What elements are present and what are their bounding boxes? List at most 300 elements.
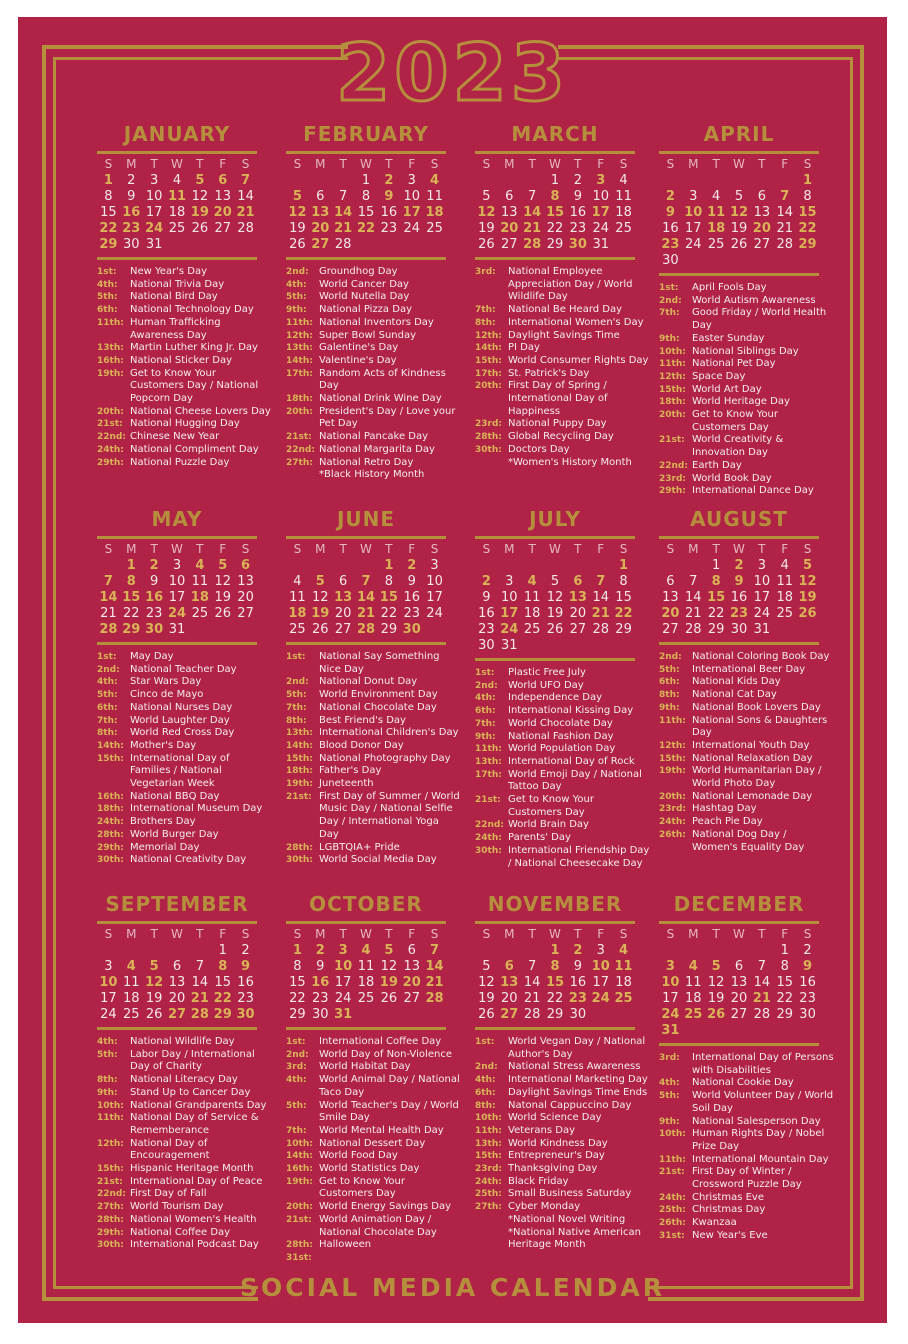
day-number: 26 bbox=[289, 237, 306, 252]
day-number: 2 bbox=[384, 173, 394, 188]
day-number: 9 bbox=[482, 590, 491, 605]
day-number: 15 bbox=[122, 590, 141, 605]
weekday-label: T bbox=[758, 157, 766, 171]
event-item bbox=[286, 406, 461, 431]
empty-cell bbox=[120, 943, 143, 959]
event-text: National Dessert Day bbox=[319, 1137, 426, 1149]
event-text: National Bird Day bbox=[130, 291, 218, 303]
day-number: 21 bbox=[591, 606, 610, 621]
month-name: AUGUST bbox=[690, 507, 788, 531]
day-number: 26 bbox=[478, 1007, 495, 1022]
event-text: Thanksgiving Day bbox=[508, 1163, 598, 1175]
day-number: 26 bbox=[478, 237, 495, 252]
day-number: 3 bbox=[407, 173, 416, 188]
empty-cell bbox=[566, 558, 589, 574]
month-divider bbox=[286, 257, 446, 260]
day-number: 25 bbox=[707, 237, 725, 252]
event-text: Earth Day bbox=[692, 459, 742, 471]
event-text: International Children's Day bbox=[319, 727, 459, 739]
month-divider bbox=[286, 642, 446, 645]
month-divider bbox=[97, 1027, 257, 1030]
month-name: JUNE bbox=[336, 507, 396, 531]
day-number: 6 bbox=[407, 943, 416, 958]
event-date: 2nd: bbox=[286, 677, 309, 688]
event-text: Good Friday / World Health Day bbox=[692, 307, 827, 332]
event-item bbox=[286, 1100, 461, 1125]
event-item bbox=[475, 380, 650, 418]
event-text: International Youth Day bbox=[692, 739, 810, 751]
event-text: First Day of Fall bbox=[130, 1188, 207, 1200]
day-number: 4 bbox=[126, 959, 136, 974]
day-number: 27 bbox=[334, 622, 352, 637]
event-date: 11th: bbox=[286, 317, 313, 328]
event-date: 14th: bbox=[286, 740, 313, 751]
day-number: 5 bbox=[550, 574, 560, 589]
day-number: 6 bbox=[666, 574, 675, 589]
event-date: 22nd: bbox=[97, 432, 126, 443]
empty-cell bbox=[286, 173, 309, 189]
day-number: 13 bbox=[311, 205, 330, 220]
event-text: World Day of Non-Violence bbox=[319, 1048, 452, 1060]
event-date: 15th: bbox=[475, 355, 502, 366]
day-number: 2 bbox=[573, 943, 583, 958]
event-date: 10th: bbox=[659, 1129, 686, 1140]
event-text: Christmas Day bbox=[692, 1204, 766, 1216]
empty-cell bbox=[682, 943, 705, 959]
day-number: 14 bbox=[753, 975, 771, 990]
day-number: 27 bbox=[311, 237, 330, 252]
day-number: 25 bbox=[289, 622, 306, 637]
day-number: 11 bbox=[123, 975, 140, 990]
day-number: 14 bbox=[425, 959, 444, 974]
day-number: 22 bbox=[380, 606, 398, 621]
event-date: 13th: bbox=[475, 1138, 502, 1149]
day-number: 30 bbox=[730, 622, 748, 637]
weekday-label: T bbox=[196, 927, 204, 941]
day-number: 17 bbox=[100, 991, 117, 1006]
weekday-label: F bbox=[408, 542, 416, 556]
day-number: 12 bbox=[707, 975, 725, 990]
event-item bbox=[475, 1138, 650, 1151]
day-number: 15 bbox=[776, 975, 793, 990]
event-text: National Drink Wine Day bbox=[319, 393, 442, 405]
event-text: National Employee Appreciation Day / World Wildlife Day bbox=[508, 266, 633, 303]
day-number: 27 bbox=[730, 1007, 748, 1022]
day-number: 26 bbox=[191, 221, 209, 236]
event-text: First Day of Spring / International Day of Happiness bbox=[508, 380, 608, 417]
event-date: 4th: bbox=[659, 1078, 680, 1089]
day-number: 29 bbox=[615, 622, 632, 637]
month-divider bbox=[659, 273, 819, 276]
month-september bbox=[97, 891, 267, 1252]
event-item bbox=[475, 1176, 650, 1189]
month-name: APRIL bbox=[703, 122, 775, 146]
day-number: 3 bbox=[596, 173, 606, 188]
day-number: 27 bbox=[569, 622, 587, 637]
weekday-label: F bbox=[597, 157, 605, 171]
event-date: 15th: bbox=[286, 753, 313, 764]
event-date: 5th: bbox=[286, 1100, 307, 1111]
day-number: 20 bbox=[237, 590, 254, 605]
event-text: National Pizza Day bbox=[319, 304, 412, 316]
month-october bbox=[286, 891, 460, 1265]
event-date: 12th: bbox=[475, 330, 502, 341]
event-item bbox=[97, 342, 272, 355]
weekday-label: T bbox=[528, 927, 536, 941]
day-number: 23 bbox=[569, 221, 587, 236]
event-text: National Hugging Day bbox=[130, 418, 240, 430]
event-item bbox=[475, 845, 650, 870]
day-number: 9 bbox=[573, 959, 582, 974]
day-number: 31 bbox=[334, 1007, 353, 1022]
event-date: 16th: bbox=[97, 791, 124, 802]
event-text: World Kindness Day bbox=[508, 1137, 608, 1149]
month-divider bbox=[659, 921, 819, 924]
event-date: 28th: bbox=[286, 842, 313, 853]
event-item bbox=[97, 291, 272, 304]
event-text: World Population Day bbox=[508, 743, 616, 755]
day-number: 7 bbox=[103, 574, 113, 589]
event-date: 28th: bbox=[97, 1214, 124, 1225]
event-date: 11th: bbox=[475, 1125, 502, 1136]
day-number: 2 bbox=[573, 173, 582, 188]
event-date: 11th: bbox=[97, 1113, 124, 1124]
event-item bbox=[286, 715, 461, 728]
event-item bbox=[659, 753, 834, 766]
day-grid bbox=[659, 541, 819, 638]
day-number: 29 bbox=[546, 237, 564, 252]
month-name: JANUARY bbox=[123, 122, 231, 146]
weekday-label: T bbox=[150, 927, 158, 941]
day-number: 15 bbox=[289, 975, 306, 990]
event-date: 1st: bbox=[97, 652, 117, 662]
event-text: Cyber Monday bbox=[508, 1201, 581, 1213]
day-number: 16 bbox=[478, 606, 495, 621]
day-number: 25 bbox=[123, 1007, 140, 1022]
day-grid bbox=[97, 541, 257, 638]
day-number: 5 bbox=[482, 959, 491, 974]
event-text: Hashtag Day bbox=[692, 803, 757, 815]
event-date: 30th: bbox=[97, 1240, 124, 1251]
day-number: 21 bbox=[685, 606, 702, 621]
weekday-label: T bbox=[712, 157, 720, 171]
event-date: 22nd: bbox=[475, 820, 504, 831]
event-text: International Coffee Day bbox=[319, 1036, 442, 1047]
weekday-label: T bbox=[528, 157, 536, 171]
weekday-label: F bbox=[781, 157, 789, 171]
day-number: 7 bbox=[780, 189, 790, 204]
event-item bbox=[97, 740, 272, 753]
day-number: 8 bbox=[126, 574, 136, 589]
event-date: 12th: bbox=[286, 330, 313, 341]
day-number: 11 bbox=[523, 590, 541, 605]
month-divider bbox=[475, 257, 635, 260]
year-title: 2023 bbox=[335, 29, 570, 119]
day-number: 11 bbox=[289, 590, 306, 605]
day-number: 18 bbox=[190, 590, 209, 605]
event-date: 17th: bbox=[286, 368, 313, 379]
event-date: 10th: bbox=[286, 1138, 313, 1149]
day-number: 24 bbox=[685, 237, 702, 252]
day-number: 19 bbox=[190, 205, 209, 220]
weekday-label: S bbox=[666, 542, 675, 556]
weekday-label: W bbox=[171, 927, 183, 941]
event-text: National Fashion Day bbox=[508, 730, 614, 742]
event-date: 21st: bbox=[659, 435, 685, 446]
event-text: Entrepreneur's Day bbox=[508, 1150, 605, 1162]
weekday-label: T bbox=[150, 157, 158, 171]
weekday-label: S bbox=[482, 542, 491, 556]
day-number: 13 bbox=[730, 975, 748, 990]
day-number: 27 bbox=[167, 1007, 187, 1022]
month-divider bbox=[475, 921, 635, 924]
event-text: *Black History Month bbox=[319, 469, 425, 481]
event-item bbox=[97, 1163, 272, 1176]
event-text: Christmas Eve bbox=[692, 1191, 764, 1203]
event-text: International Marketing Day bbox=[508, 1074, 648, 1086]
event-item bbox=[659, 803, 834, 816]
event-item bbox=[659, 307, 834, 332]
day-number: 30 bbox=[569, 1007, 587, 1022]
day-number: 22 bbox=[776, 991, 793, 1006]
empty-cell bbox=[659, 558, 682, 574]
day-number: 4 bbox=[430, 173, 440, 188]
weekday-label: M bbox=[688, 927, 699, 941]
day-number: 8 bbox=[218, 959, 228, 974]
event-date: 27th: bbox=[475, 1202, 502, 1213]
day-number: 20 bbox=[168, 991, 186, 1006]
day-number: 25 bbox=[357, 991, 375, 1006]
day-number: 30 bbox=[662, 253, 679, 268]
day-number: 19 bbox=[798, 590, 817, 605]
event-item bbox=[659, 358, 834, 371]
event-item bbox=[97, 368, 272, 406]
day-number: 10 bbox=[99, 975, 118, 990]
event-item bbox=[97, 702, 272, 715]
day-number: 9 bbox=[127, 189, 136, 204]
weekday-label: S bbox=[619, 927, 628, 941]
day-number: 31 bbox=[592, 237, 609, 252]
day-number: 12 bbox=[191, 189, 209, 204]
event-text: World Food Day bbox=[319, 1150, 398, 1162]
event-list bbox=[659, 651, 834, 854]
day-number: 1 bbox=[711, 558, 721, 573]
day-number: 22 bbox=[289, 991, 306, 1006]
day-number: 16 bbox=[311, 975, 330, 990]
day-number: 7 bbox=[195, 959, 204, 974]
day-number: 26 bbox=[145, 1007, 163, 1022]
event-list bbox=[286, 266, 461, 482]
day-number: 5 bbox=[292, 189, 302, 204]
day-number: 12 bbox=[380, 959, 398, 974]
event-text: National Margarita Day bbox=[319, 443, 435, 455]
day-number: 29 bbox=[776, 1007, 793, 1022]
event-item bbox=[475, 1087, 650, 1100]
event-text: National Pancake Day bbox=[319, 431, 429, 443]
empty-cell bbox=[332, 173, 355, 189]
day-number: 28 bbox=[776, 237, 793, 252]
day-number: 8 bbox=[619, 574, 628, 589]
event-date: 4th: bbox=[286, 279, 307, 290]
event-item bbox=[286, 1163, 461, 1176]
day-number: 3 bbox=[596, 943, 605, 958]
event-text: National Pet Day bbox=[692, 358, 776, 370]
day-grid bbox=[286, 156, 446, 253]
day-number: 1 bbox=[780, 943, 789, 958]
event-text: National Cheese Lovers Day bbox=[130, 405, 271, 417]
day-number: 24 bbox=[403, 221, 420, 236]
event-date: 1st: bbox=[97, 267, 117, 277]
event-text: International Day of Families / National Vegetarian Week bbox=[130, 752, 230, 790]
event-date: 29th: bbox=[659, 486, 686, 497]
event-item bbox=[286, 791, 461, 842]
weekday-label: S bbox=[803, 542, 812, 556]
event-item bbox=[97, 816, 272, 829]
event-date: 25th: bbox=[475, 1189, 502, 1200]
event-text: National Siblings Day bbox=[692, 345, 799, 357]
day-number: 13 bbox=[662, 590, 679, 605]
event-date: 28th: bbox=[97, 829, 124, 840]
day-number: 20 bbox=[661, 606, 680, 621]
day-number: 17 bbox=[426, 590, 443, 605]
event-date: 16th: bbox=[97, 355, 124, 366]
event-item bbox=[475, 692, 650, 705]
event-date: 3rd: bbox=[286, 1062, 307, 1073]
event-date: 11th: bbox=[659, 1154, 686, 1165]
event-item bbox=[97, 418, 272, 431]
day-number: 5 bbox=[803, 558, 813, 573]
day-number: 6 bbox=[573, 574, 583, 589]
empty-cell bbox=[682, 558, 705, 574]
day-number: 26 bbox=[380, 991, 398, 1006]
event-text: National Chocolate Day bbox=[319, 701, 437, 713]
event-date: 4th: bbox=[97, 279, 118, 290]
event-item bbox=[659, 651, 834, 664]
event-date: 7th: bbox=[286, 702, 307, 713]
event-text: World Heritage Day bbox=[692, 396, 790, 408]
event-text: National Women's Health bbox=[130, 1213, 257, 1225]
day-number: 10 bbox=[426, 574, 443, 589]
day-number: 6 bbox=[504, 959, 514, 974]
event-text: World Animal Day / National Taco Day bbox=[319, 1074, 460, 1098]
day-number: 7 bbox=[527, 189, 537, 204]
event-date: 23rd: bbox=[659, 473, 687, 484]
event-date: 21st: bbox=[286, 791, 312, 802]
day-number: 2 bbox=[481, 574, 491, 589]
event-item bbox=[286, 330, 461, 343]
event-item bbox=[475, 1112, 650, 1125]
event-item bbox=[659, 333, 834, 346]
event-text: Galentine's Day bbox=[319, 342, 399, 354]
day-number: 22 bbox=[123, 606, 140, 621]
day-number: 21 bbox=[523, 991, 541, 1006]
weekday-label: F bbox=[408, 927, 416, 941]
day-number: 22 bbox=[213, 991, 232, 1006]
event-item bbox=[286, 778, 461, 791]
day-number: 24 bbox=[426, 606, 443, 621]
day-number: 9 bbox=[241, 959, 251, 974]
event-text: National Salesperson Day bbox=[692, 1115, 821, 1127]
event-date: 2nd: bbox=[659, 295, 682, 306]
event-item bbox=[475, 1163, 650, 1176]
day-number: 13 bbox=[568, 590, 587, 605]
event-text: National Retro Day bbox=[319, 456, 414, 468]
event-date: 5th: bbox=[97, 292, 118, 303]
day-grid bbox=[659, 156, 819, 269]
weekday-label: S bbox=[293, 927, 302, 941]
day-number: 28 bbox=[685, 622, 702, 637]
event-item bbox=[659, 346, 834, 359]
event-text: Labor Day / International Day of Charity bbox=[130, 1048, 255, 1073]
day-number: 27 bbox=[500, 1007, 519, 1022]
event-text: World Mental Health Day bbox=[319, 1124, 444, 1136]
empty-cell bbox=[682, 173, 705, 189]
month-divider bbox=[475, 151, 635, 154]
event-text: Natonal Cappuccino Day bbox=[508, 1099, 632, 1111]
day-number: 19 bbox=[289, 221, 306, 236]
day-number: 6 bbox=[338, 574, 348, 589]
event-item bbox=[97, 1227, 272, 1240]
day-number: 29 bbox=[122, 622, 141, 637]
day-number: 14 bbox=[776, 205, 793, 220]
event-date: 29th: bbox=[97, 457, 124, 468]
day-number: 26 bbox=[312, 622, 329, 637]
empty-cell bbox=[97, 558, 120, 574]
weekday-label: T bbox=[712, 542, 720, 556]
day-number: 21 bbox=[523, 221, 542, 236]
event-item bbox=[286, 457, 461, 470]
day-number: 31 bbox=[168, 622, 186, 637]
month-divider bbox=[659, 536, 819, 539]
event-date: 5th: bbox=[659, 664, 680, 675]
day-number: 18 bbox=[123, 991, 140, 1006]
event-date: 20th: bbox=[659, 410, 686, 421]
day-number: 8 bbox=[361, 189, 371, 204]
day-number: 30 bbox=[312, 1007, 329, 1022]
event-text: National Say Something Nice Day bbox=[319, 651, 440, 675]
day-number: 10 bbox=[403, 189, 420, 204]
event-text: World Red Cross Day bbox=[130, 727, 235, 739]
event-item bbox=[97, 1176, 272, 1189]
month-divider bbox=[97, 151, 257, 154]
day-number: 4 bbox=[172, 173, 182, 188]
event-item bbox=[286, 1176, 461, 1201]
month-divider bbox=[286, 1027, 446, 1030]
day-number: 15 bbox=[615, 590, 632, 605]
day-number: 24 bbox=[753, 606, 771, 621]
day-number: 12 bbox=[145, 975, 164, 990]
event-text: International Day of Peace bbox=[130, 1175, 263, 1187]
day-number: 9 bbox=[316, 959, 325, 974]
event-item bbox=[97, 431, 272, 444]
event-item bbox=[475, 667, 650, 680]
event-date: 9th: bbox=[97, 1087, 118, 1098]
day-number: 26 bbox=[546, 622, 564, 637]
event-item bbox=[659, 1230, 834, 1243]
day-number: 11 bbox=[167, 189, 187, 204]
event-text: First Day of Winter / Crossword Puzzle Day bbox=[692, 1166, 802, 1191]
event-date: 5th: bbox=[97, 690, 118, 701]
day-number: 13 bbox=[214, 189, 231, 204]
event-text: World Burger Day bbox=[130, 828, 219, 840]
event-item bbox=[659, 396, 834, 409]
event-date: 13th: bbox=[286, 728, 313, 739]
event-date: 24th: bbox=[475, 833, 502, 844]
day-number: 20 bbox=[752, 221, 771, 236]
event-item bbox=[475, 457, 650, 470]
day-number: 21 bbox=[236, 205, 255, 220]
day-number: 7 bbox=[361, 574, 371, 589]
